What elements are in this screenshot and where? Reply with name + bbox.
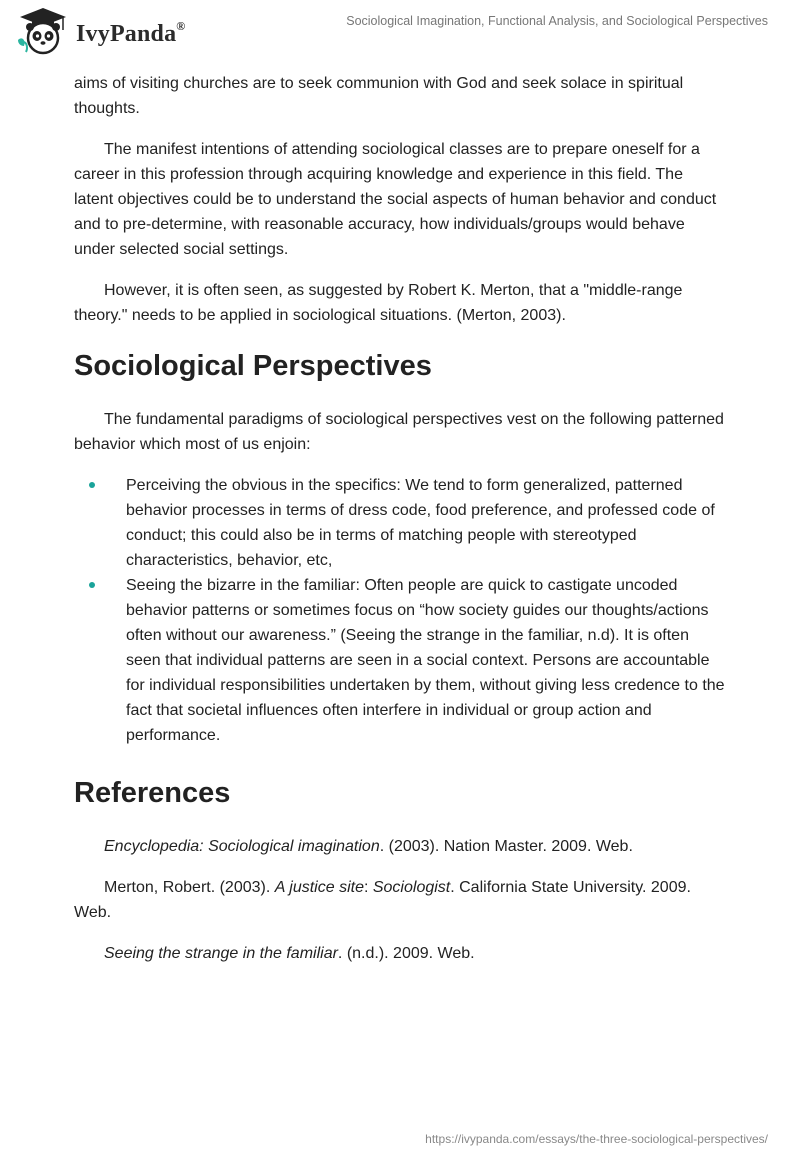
- paragraph: The manifest intentions of attending sociological classes are to prepare oneself for a career in this profession through acquiring knowledge and experience in this field. The latent objectives could be to understand the social aspects of human behavior and conduct and to pre-determine, with reasonable accuracy, how individuals/groups would behave under selected social settings.: [74, 141, 717, 258]
- bullet-list: [74, 473, 726, 748]
- reference-item: [74, 941, 726, 966]
- panda-graduate-icon: [14, 6, 72, 58]
- brand-name: IvyPanda®: [76, 18, 186, 47]
- list-item: [74, 573, 726, 748]
- section-heading-perspectives: Sociological Perspectives: [74, 350, 432, 382]
- reference-item: [74, 875, 726, 925]
- reference-title: A justice site: [274, 879, 364, 896]
- section-heading-references: References: [74, 777, 231, 809]
- reference-title: Seeing the strange in the familiar: [104, 945, 338, 962]
- reference-item: [74, 834, 726, 859]
- list-item-text: Seeing the bizarre in the familiar: Often people are quick to castigate uncoded behavior patterns or sometimes focus on “how society guides our thoughts/actions often without our awareness.” (Seeing the strange in the familiar, n.d). It is often seen that individual patterns are seen in a social context. Persons are accountable for individual responsibilities undertaken by them, without giving less credence to the fact that societal influences often interfere in individual or group action and performance.: [126, 577, 725, 744]
- document-title: Sociological Imagination, Functional Analysis, and Sociological Perspectives: [346, 14, 768, 28]
- reference-details: . (2003). Nation Master. 2009. Web.: [379, 838, 633, 855]
- reference-title: Sociologist: [372, 879, 451, 896]
- reference-title: Encyclopedia: Sociological imagination: [104, 838, 380, 855]
- list-item-text: Perceiving the obvious in the specifics: We tend to form generalized, patterned behavior processes in terms of dress code, food preference, and professed code of conduct; this could also be in terms of matching people with stereotyped characteristics, behavior, etc,: [126, 477, 715, 569]
- reference-details: . (n.d.). 2009. Web.: [337, 945, 475, 962]
- reference-separator: :: [363, 879, 373, 896]
- paragraph: aims of visiting churches are to seek communion with God and seek solace in spiritual thoughts.: [74, 75, 684, 117]
- article-body: [74, 71, 726, 982]
- paragraph: However, it is often seen, as suggested by Robert K. Merton, that a "middle-range theory." needs to be applied in sociological situations. (Merton, 2003).: [74, 282, 683, 324]
- reference-author: Merton, Robert. (2003).: [104, 879, 275, 896]
- ivypanda-logo[interactable]: [14, 6, 185, 58]
- paragraph: The fundamental paradigms of sociological perspectives vest on the following patterned behavior which most of us enjoin:: [74, 411, 724, 453]
- footer-url-link[interactable]: https://ivypanda.com/essays/the-three-sociological-perspectives/: [425, 1132, 768, 1146]
- list-item: [74, 473, 726, 573]
- reference-details: . California State University. 2009. Web.: [74, 879, 691, 921]
- page-header: [0, 0, 800, 66]
- bullet-icon: [89, 482, 95, 488]
- bullet-icon: [89, 582, 95, 588]
